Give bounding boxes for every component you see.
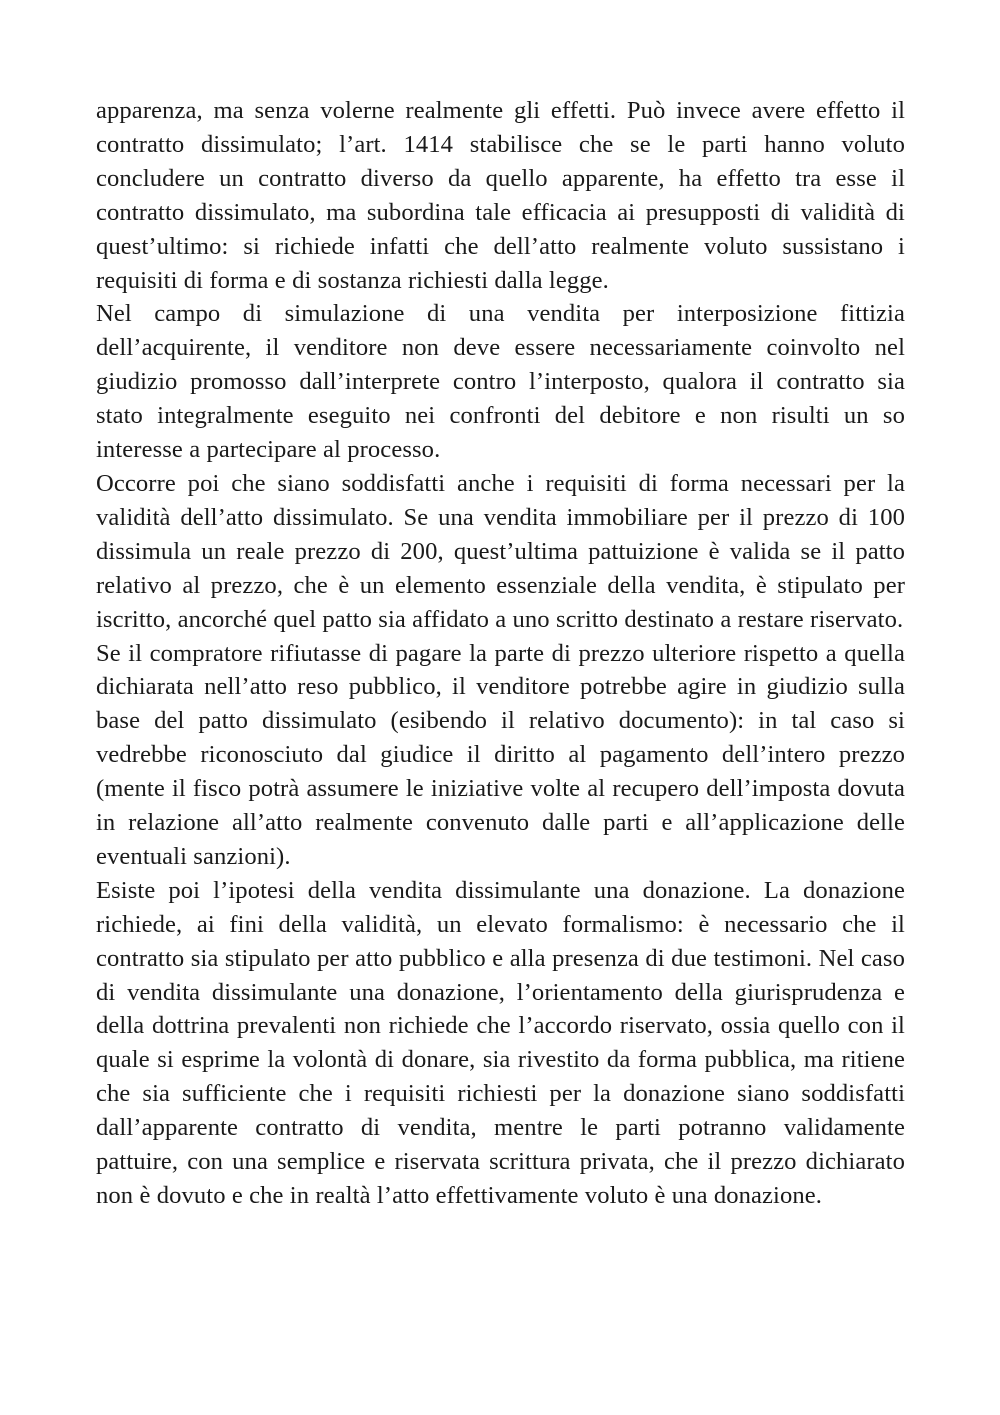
paragraph-4: Se il compratore rifiutasse di pagare la parte di prezzo ulteriore rispetto a quella dichiarata nell’atto reso pubblico, il venditore potrebbe agire in giudizio sulla base del patto dissimulato (esibendo il relativo documento): in tal caso si vedrebbe riconosciuto dal giudice il diritto al pagamento dell’intero prezzo (mente il fisco potrà assumere le iniziative volte al recupero dell’imposta dovuta in relazione all’atto realmente convenuto dalle parti e all’applicazione delle eventuali sanzioni). xyxy=(96,639,905,870)
paragraph-5: Esiste poi l’ipotesi della vendita dissimulante una donazione. La donazione richiede, ai fini della validità, un elevato formalismo: è necessario che il contratto sia stipulato per atto pubblico e alla presenza di due testimoni. Nel caso di vendita dissimulante una donazione, l’orientamento della giurisprudenza e della dottrina prevalenti non richiede che l’accordo riservato, ossia quello con il quale si esprime la volontà di donare, sia rivestito da forma pubblica, ma ritiene che sia sufficiente che i requisiti richiesti per la donazione siano soddisfatti dall’apparente contratto di vendita, mentre le parti potranno validamente pattuire, con una semplice e riservata scrittura privata, che il prezzo dichiarato non è dovuto e che in realtà l’atto effettivamente voluto è una donazione. xyxy=(96,876,905,1209)
paragraph-2: Nel campo di simulazione di una vendita per interposizione fittizia dell’acquirente, il venditore non deve essere necessariamente coinvolto nel giudizio promosso dall’interprete contro l’interposto, qualora il contratto sia stato integralmente eseguito nei confronti del debitore e non risulti un so interesse a partecipare al processo. xyxy=(96,300,905,464)
paragraph-1: apparenza, ma senza volerne realmente gli effetti. Può invece avere effetto il contratto dissimulato; l’art. 1414 stabilisce che se le parti hanno voluto concludere un contratto diverso da quello apparente, ha effetto tra esse il contratto dissimulato, ma subordina tale efficacia ai presupposti di validità di quest’ultimo: si richiede infatti che dell’atto realmente voluto sussistano i requisiti di forma e di sostanza richiesti dalla legge. xyxy=(96,97,905,294)
document-body xyxy=(96,94,905,1213)
paragraph-3: Occorre poi che siano soddisfatti anche i requisiti di forma necessari per la validità dell’atto dissimulato. Se una vendita immobiliare per il prezzo di 100 dissimula un reale prezzo di 200, quest’ultima pattuizione è valida se il patto relativo al prezzo, che è un elemento essenziale della vendita, è stipulato per iscritto, ancorché quel patto sia affidato a uno scritto destinato a restare riservato. xyxy=(96,469,905,633)
